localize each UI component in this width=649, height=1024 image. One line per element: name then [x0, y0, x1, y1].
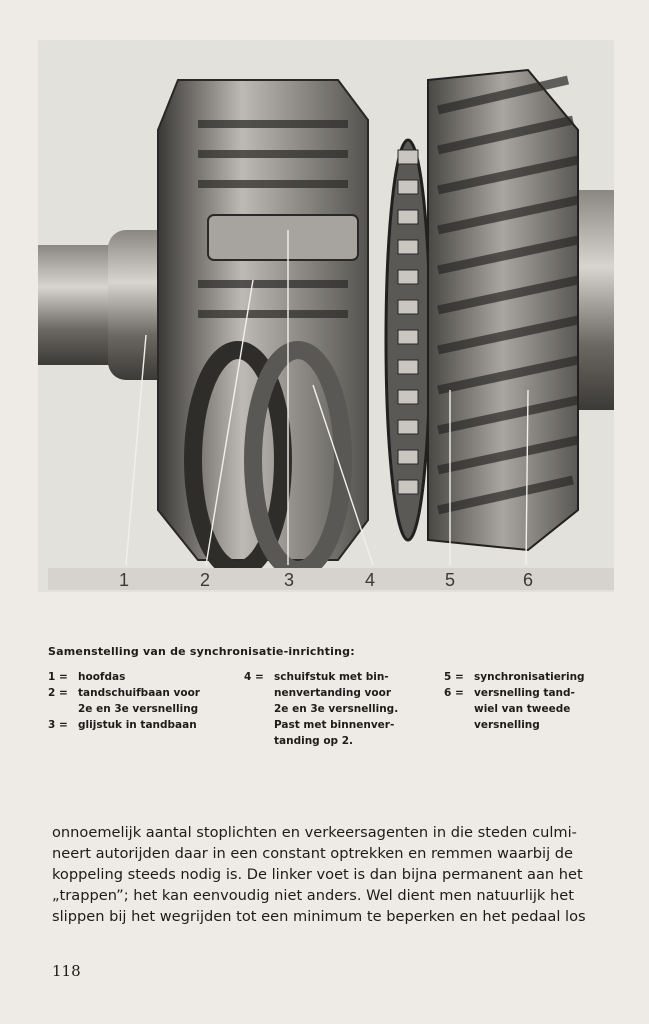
body-line: koppeling steeds nodig is. De linker voet is dan bijna permanent aan het — [52, 866, 583, 883]
legend-number: 2 = — [48, 687, 68, 699]
label-5: 5 — [444, 570, 456, 590]
body-line: neert autorijden daar in een constant optrekken en remmen waarbij de — [52, 845, 574, 862]
legend-text: synchronisatiering — [474, 671, 585, 683]
legend-number: 6 = — [444, 687, 464, 699]
label-1: 1 — [118, 570, 130, 590]
caption-title: Samenstelling van de synchronisatie-inrichting: — [48, 645, 355, 658]
legend-number: 5 = — [444, 671, 464, 683]
legend-text: hoofdas — [78, 671, 126, 683]
legend-item — [444, 685, 616, 733]
label-6: 6 — [522, 570, 534, 590]
legend-item — [48, 717, 233, 733]
legend-number: 3 = — [48, 719, 68, 731]
page-number: 118 — [52, 962, 81, 980]
legend-column-3 — [444, 669, 616, 733]
legend-column-2 — [244, 669, 424, 749]
legend-item — [444, 669, 616, 685]
legend-column-1 — [48, 669, 233, 733]
body-paragraph — [52, 822, 620, 927]
legend-item — [48, 669, 233, 685]
body-line: onnoemelijk aantal stoplichten en verkeersagenten in die steden culmi- — [52, 824, 577, 841]
legend-item — [48, 685, 233, 717]
label-4: 4 — [364, 570, 376, 590]
legend-text: glijstuk in tandbaan — [78, 719, 197, 731]
legend-number: 4 = — [244, 671, 264, 683]
legend-text: tandschuifbaan voor 2e en 3e versnelling — [78, 687, 200, 715]
legend-item — [244, 669, 424, 749]
label-3: 3 — [283, 570, 295, 590]
legend-text: schuifstuk met bin- nenvertanding voor 2e en 3e versnelling. Past met binnenver- tanding op 2. — [274, 671, 399, 747]
label-2: 2 — [199, 570, 211, 590]
body-line: „trappen”; het kan eenvoudig niet anders. Wel dient men natuurlijk het — [52, 887, 574, 904]
gearbox-illustration — [38, 40, 614, 592]
body-line: slippen bij het wegrijden tot een minimum te beperken en het pedaal los — [52, 908, 586, 925]
glide-piece — [208, 215, 358, 260]
legend-number: 1 = — [48, 671, 68, 683]
synchronizer-drawing — [38, 40, 614, 592]
legend-text: versnelling tand- wiel van tweede versnelling — [474, 687, 575, 731]
